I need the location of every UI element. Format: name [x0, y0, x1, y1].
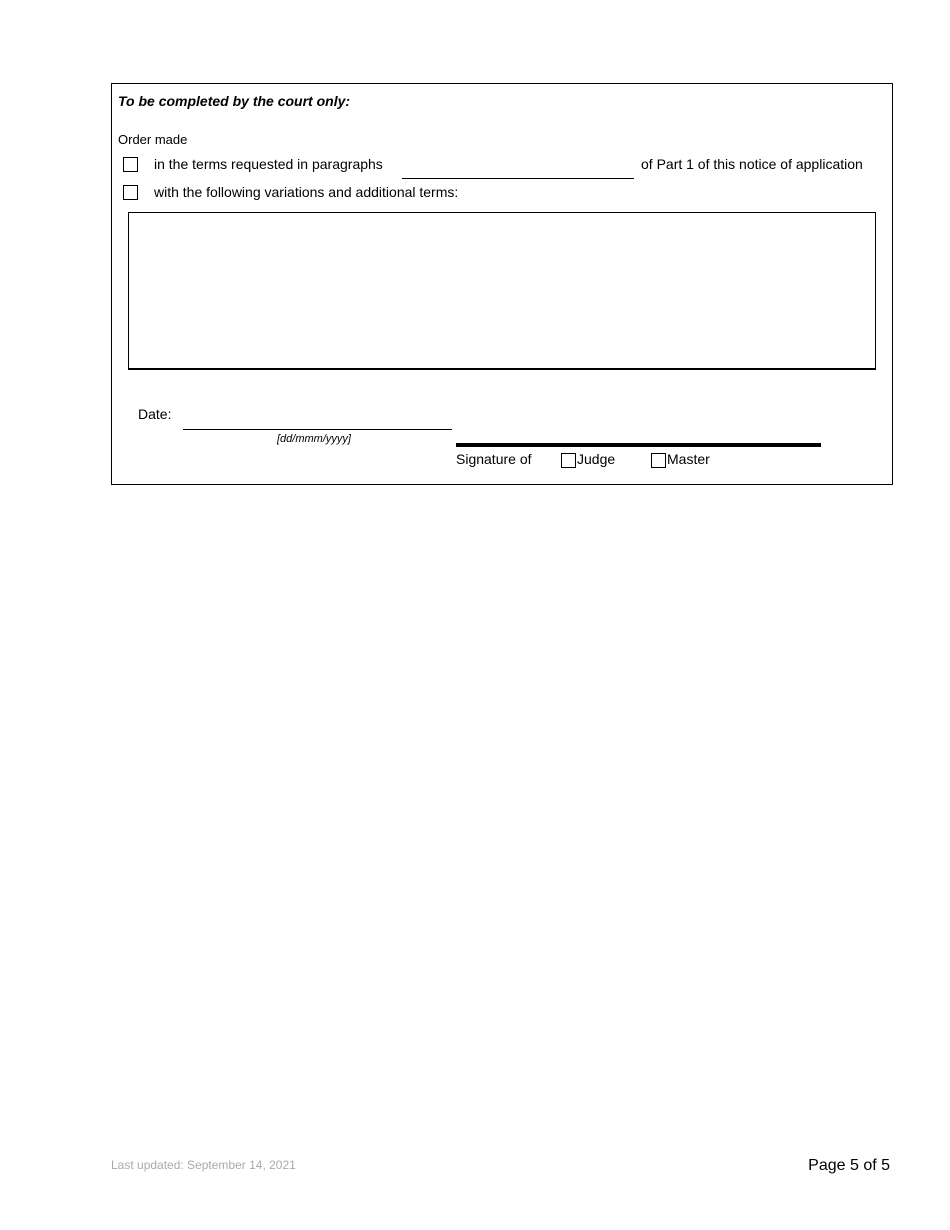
date-label: Date:: [138, 406, 172, 422]
terms-requested-checkbox[interactable]: [123, 157, 138, 172]
order-made-label: Order made: [118, 132, 188, 147]
part-one-suffix-label: of Part 1 of this notice of application: [641, 156, 863, 172]
last-updated-text: Last updated: September 14, 2021: [111, 1158, 296, 1172]
master-label: Master: [667, 451, 710, 467]
terms-requested-label: in the terms requested in paragraphs: [154, 156, 383, 172]
paragraphs-input[interactable]: [402, 178, 634, 179]
variations-label: with the following variations and additional terms:: [154, 184, 459, 200]
master-checkbox[interactable]: [651, 453, 666, 468]
signature-line[interactable]: [456, 443, 821, 447]
signature-label: Signature of: [456, 451, 532, 467]
section-title: To be completed by the court only:: [118, 93, 351, 109]
variations-checkbox[interactable]: [123, 185, 138, 200]
variations-terms-textarea[interactable]: [128, 212, 876, 370]
date-input[interactable]: [183, 429, 452, 430]
judge-label: Judge: [577, 451, 616, 467]
judge-checkbox[interactable]: [561, 453, 576, 468]
court-only-section: [111, 83, 893, 485]
page-number: Page 5 of 5: [808, 1157, 890, 1174]
date-format-hint: [dd/mmm/yyyy]: [277, 433, 351, 445]
